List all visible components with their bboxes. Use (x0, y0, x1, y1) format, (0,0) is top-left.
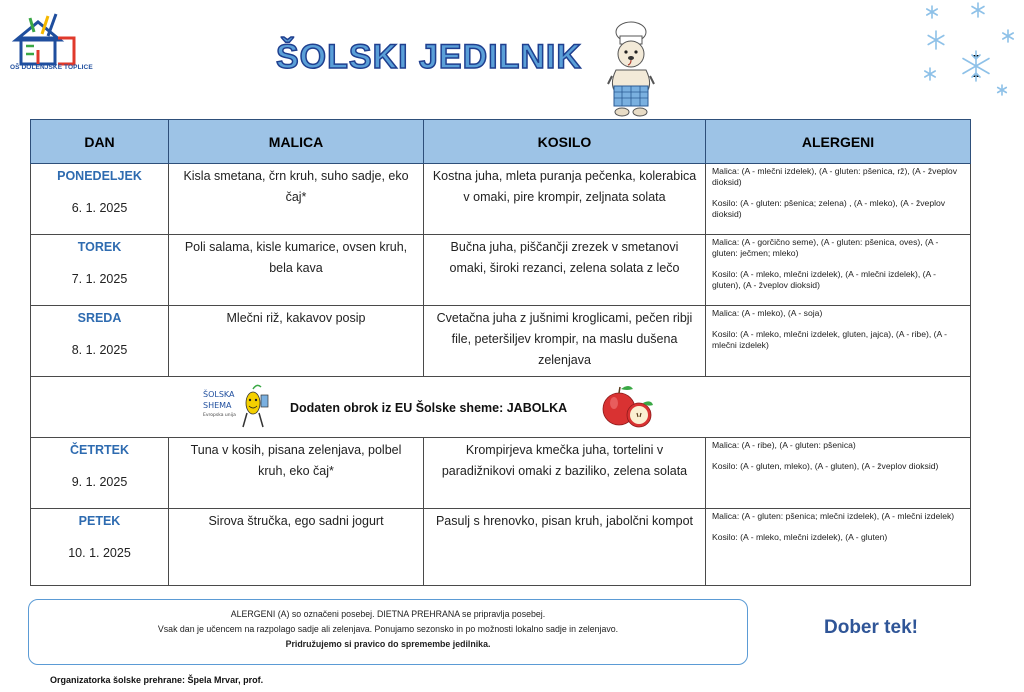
alergeni-malica: Malica: (A - mlečni izdelek), (A - gluten: pšenica, rž), (A - žveplov dioksid) (712, 166, 958, 187)
school-logo-text: OŠ DOLENJSKE TOPLICE (10, 64, 93, 71)
note-line: Vsak dan je učencem na razpolago sadje ali zelenjava. Ponujamo sezonsko in po možnosti lokalno sadje in zelenjavo. (157, 624, 619, 634)
malica-cell: Kisla smetana, črn kruh, suho sadje, eko čaj* (169, 164, 424, 235)
school-logo (8, 10, 84, 72)
table-row (31, 164, 971, 235)
table-row (31, 235, 971, 306)
alergeni-cell (706, 164, 971, 235)
alergeni-kosilo: Kosilo: (A - mleko, mlečni izdelek), (A - gluten) (712, 532, 888, 542)
day-date: 10. 1. 2025 (68, 546, 131, 560)
shema-logo-line2: SHEMA (203, 401, 232, 410)
day-cell (31, 438, 169, 509)
shema-logo-line3: Evropska unija (203, 413, 236, 418)
extra-meal-cell (31, 377, 971, 438)
day-date: 8. 1. 2025 (71, 343, 128, 357)
chef-bear-illustration (600, 20, 662, 118)
day-cell (31, 509, 169, 586)
snowflakes-decoration (916, 0, 1016, 100)
menu-table (30, 119, 971, 586)
apple-illustration (597, 383, 657, 431)
extra-meal-row (31, 377, 971, 438)
greeting-text: Dober tek! (824, 617, 918, 638)
day-cell (31, 235, 169, 306)
kosilo-cell: Cvetačna juha z jušnimi kroglicami, pečen ribji file, peteršiljev krompir, na maslu dušena zelenjava (424, 306, 706, 377)
alergeni-kosilo: Kosilo: (A - mleko, mlečni izdelek, gluten, jajca), (A - ribe), (A - mlečni izdelek) (712, 329, 947, 350)
alergeni-cell (706, 235, 971, 306)
note-line: ALERGENI (A) so označeni posebej. DIETNA PREHRANA se pripravlja posebej. (230, 609, 546, 619)
note-line-bold: Pridružujemo si pravico do spremembe jedilnika. (285, 639, 491, 649)
alergeni-kosilo: Kosilo: (A - mleko, mlečni izdelek), (A - mlečni izdelek), (A - gluten), (A - žveplov dioksid) (712, 269, 936, 290)
alergeni-malica: Malica: (A - gluten: pšenica; mlečni izdelek), (A - mlečni izdelek) (712, 511, 955, 521)
table-row (31, 509, 971, 586)
alergeni-cell (706, 306, 971, 377)
page-title: ŠOLSKI JEDILNIK (276, 38, 582, 76)
alergeni-cell (706, 438, 971, 509)
alergeni-cell (706, 509, 971, 586)
day-date: 7. 1. 2025 (71, 272, 128, 286)
day-date: 6. 1. 2025 (71, 201, 128, 215)
day-name: TOREK (77, 240, 122, 254)
day-name: PETEK (78, 514, 121, 528)
malica-cell: Mlečni riž, kakavov posip (169, 306, 424, 377)
column-header-malica: MALICA (169, 120, 424, 164)
day-name: ČETRTEK (69, 443, 130, 457)
organizer-text: Organizatorka šolske prehrane: Špela Mrvar, prof. (50, 675, 264, 685)
solska-shema-logo (201, 383, 273, 431)
malica-cell: Tuna v kosih, pisana zelenjava, polbel kruh, eko čaj* (169, 438, 424, 509)
table-header-row (31, 120, 971, 164)
day-cell (31, 306, 169, 377)
day-cell (31, 164, 169, 235)
table-row (31, 438, 971, 509)
table-row (31, 306, 971, 377)
malica-cell: Sirova štručka, ego sadni jogurt (169, 509, 424, 586)
alergeni-malica: Malica: (A - mleko), (A - soja) (712, 308, 823, 318)
day-name: PONEDELJEK (57, 169, 142, 183)
extra-meal-text: Dodaten obrok iz EU Šolske sheme: JABOLKA (290, 401, 568, 415)
kosilo-cell: Kostna juha, mleta puranja pečenka, kolerabica v omaki, pire krompir, zeljnata solata (424, 164, 706, 235)
malica-cell: Poli salama, kisle kumarice, ovsen kruh, bela kava (169, 235, 424, 306)
kosilo-cell: Bučna juha, piščančji zrezek v smetanovi omaki, široki rezanci, zelena solata z lečo (424, 235, 706, 306)
column-header-kosilo: KOSILO (424, 120, 706, 164)
alergeni-kosilo: Kosilo: (A - gluten, mleko), (A - gluten), (A - žveplov dioksid) (712, 461, 939, 471)
kosilo-cell: Krompirjeva kmečka juha, tortelini v paradižnikovi omaki z baziliko, zelena solata (424, 438, 706, 509)
column-header-dan: DAN (31, 120, 169, 164)
day-name: SREDA (77, 311, 122, 325)
notes-box (28, 599, 748, 665)
alergeni-kosilo: Kosilo: (A - gluten: pšenica; zelena) , (A - mleko), (A - žveplov dioksid) (712, 198, 946, 219)
day-date: 9. 1. 2025 (71, 475, 128, 489)
alergeni-malica: Malica: (A - ribe), (A - gluten: pšenica) (712, 440, 856, 450)
column-header-alergeni: ALERGENI (706, 120, 971, 164)
kosilo-cell: Pasulj s hrenovko, pisan kruh, jabolčni kompot (424, 509, 706, 586)
shema-logo-line1: ŠOLSKA (203, 390, 235, 399)
alergeni-malica: Malica: (A - gorčično seme), (A - gluten: pšenica, oves), (A - gluten: ječmen; mleko) (712, 237, 939, 258)
